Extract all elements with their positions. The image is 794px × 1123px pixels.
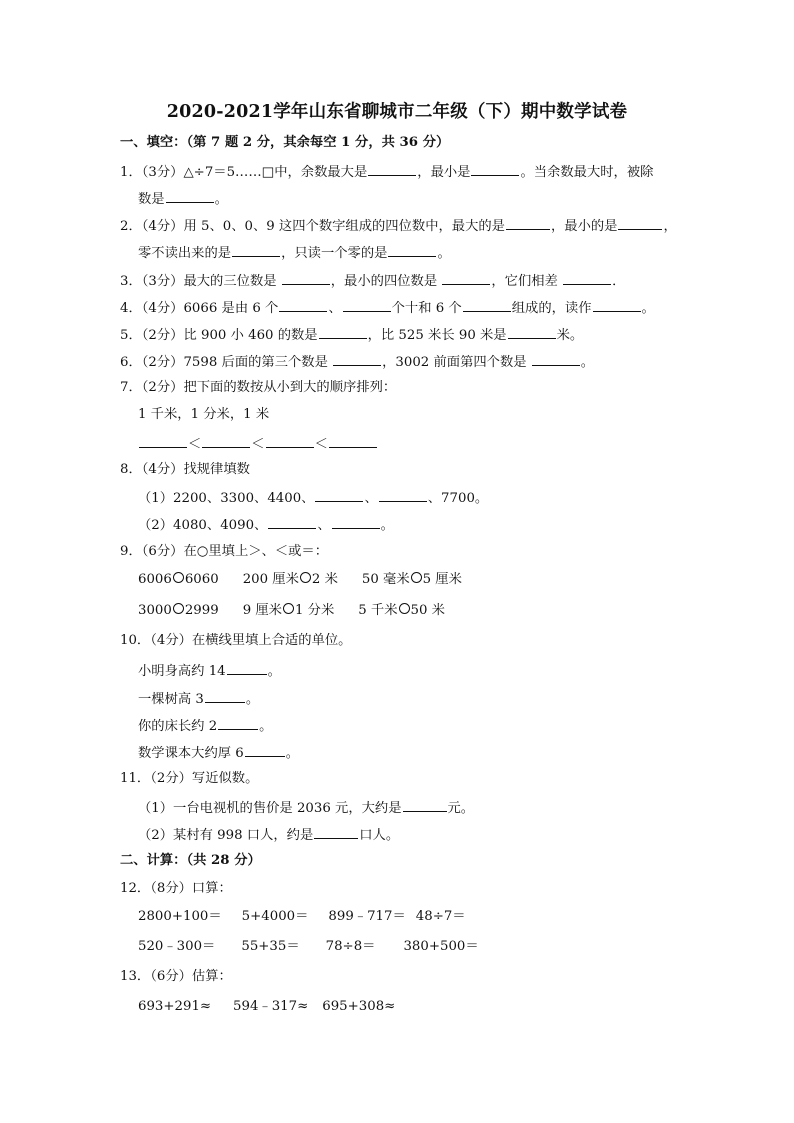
question-6: 6．（2分）7598 后面的第三个数是 ，3002 前面第四个数是 。 — [120, 352, 594, 372]
question-1-line-2: 数是 。 — [138, 189, 228, 209]
answer-blank[interactable] — [403, 798, 447, 812]
answer-blank[interactable] — [508, 325, 556, 339]
answer-blank[interactable] — [166, 189, 214, 203]
answer-blank[interactable] — [593, 298, 641, 312]
question-10-prompt: 10．（4分）在横线里填上合适的单位。 — [120, 633, 352, 648]
question-8-part-1: （1）2200、3300、4400、 、 、7700。 — [138, 488, 488, 508]
answer-blank[interactable] — [463, 298, 511, 312]
answer-blank[interactable] — [368, 162, 416, 176]
answer-blank[interactable] — [232, 243, 280, 257]
answer-blank[interactable] — [379, 488, 427, 502]
answer-blank[interactable] — [343, 298, 391, 312]
question-11-part-1: （1）一台电视机的售价是 2036 元，大约是 元。 — [138, 798, 474, 818]
page-title: 2020-2021学年山东省聊城市二年级（下）期中数学试卷 — [166, 102, 628, 122]
section-2-heading: 二、计算：（共 28 分） — [120, 853, 261, 868]
question-12-row-2: 520﹣300＝ 55+35＝ 78÷8＝ 380+500＝ — [138, 939, 479, 954]
question-4: 4．（4分）6066 是由 6 个 、 个十和 6 个 组成的，读作 。 — [120, 298, 655, 318]
answer-blank[interactable] — [202, 434, 250, 448]
question-7-items: 1 千米，1 分米，1 米 — [138, 407, 270, 422]
answer-blank[interactable] — [139, 434, 187, 448]
question-3: 3．（3分）最大的三位数是 ，最小的四位数是 ，它们相差 ． — [120, 271, 625, 291]
question-12-prompt: 12．（8分）口算： — [120, 881, 232, 896]
answer-blank[interactable] — [388, 243, 436, 257]
answer-blank[interactable] — [563, 271, 611, 285]
question-5: 5．（2分）比 900 小 460 的数是 ，比 525 米长 90 米是 米。 — [120, 325, 583, 345]
answer-blank[interactable] — [268, 515, 316, 529]
question-9-row-2: 3000 2999 9 厘米 1 分米 5 千米 50 米 — [138, 603, 445, 618]
answer-blank[interactable] — [279, 298, 327, 312]
question-8-prompt: 8．（4分）找规律填数 — [120, 462, 250, 477]
answer-blank[interactable] — [332, 515, 380, 529]
question-13-prompt: 13．（6分）估算： — [120, 969, 232, 984]
question-11-prompt: 11．（2分）写近似数。 — [120, 771, 259, 786]
question-2-line-2: 零不读出来的是 ，只读一个零的是 。 — [138, 243, 451, 263]
question-2-line-1: 2．（4分）用 5、0、0、9 这四个数字组成的四位数中，最大的是 ，最小的是 ， — [120, 216, 677, 236]
answer-blank[interactable] — [618, 216, 662, 230]
answer-blank[interactable] — [282, 271, 330, 285]
question-8-part-2: （2）4080、4090、 、 。 — [138, 515, 394, 535]
compare-circle[interactable] — [399, 603, 410, 614]
answer-blank[interactable] — [329, 434, 377, 448]
compare-circle[interactable] — [411, 572, 422, 583]
question-7-prompt: 7．（2分）把下面的数按从小到大的顺序排列： — [120, 380, 397, 395]
compare-circle[interactable] — [173, 603, 184, 614]
question-13-row-1: 693+291≈ 594﹣317≈ 695+308≈ — [138, 999, 396, 1014]
answer-blank[interactable] — [532, 352, 580, 366]
compare-circle[interactable] — [300, 572, 311, 583]
answer-blank[interactable] — [442, 271, 490, 285]
question-10-line-4: 数学课本大约厚 6 。 — [138, 743, 299, 763]
answer-blank[interactable] — [227, 661, 267, 675]
question-9-row-1: 6006 6060 200 厘米 2 米 50 毫米 5 厘米 — [138, 572, 462, 587]
question-12-row-1: 2800+100＝ 5+4000＝ 899﹣717＝ 48÷7＝ — [138, 909, 466, 924]
answer-blank[interactable] — [218, 716, 258, 730]
question-9-prompt: 9．（6分）在○里填上＞、＜或＝： — [120, 544, 329, 559]
answer-blank[interactable] — [333, 352, 381, 366]
question-7-order-blanks: ＜ ＜ ＜ — [138, 434, 378, 454]
answer-blank[interactable] — [315, 488, 363, 502]
question-10-line-2: 一棵树高 3 。 — [138, 689, 259, 709]
question-10-line-1: 小明身高约 14 。 — [138, 661, 281, 681]
compare-circle[interactable] — [173, 572, 184, 583]
answer-blank[interactable] — [319, 325, 367, 339]
answer-blank[interactable] — [205, 689, 245, 703]
answer-blank[interactable] — [506, 216, 550, 230]
answer-blank[interactable] — [266, 434, 314, 448]
question-11-part-2: （2）某村有 998 口人，约是 口人。 — [138, 825, 399, 845]
answer-blank[interactable] — [245, 743, 285, 757]
section-1-heading: 一、填空：（第 7 题 2 分，其余每空 1 分，共 36 分） — [120, 135, 450, 150]
question-1-line-1: 1．（3分）△÷7＝5……□中，余数最大是 ，最小是 。当余数最大时，被除 — [120, 162, 653, 182]
answer-blank[interactable] — [314, 825, 358, 839]
question-10-line-3: 你的床长约 2 。 — [138, 716, 272, 736]
compare-circle[interactable] — [283, 603, 294, 614]
answer-blank[interactable] — [471, 162, 519, 176]
